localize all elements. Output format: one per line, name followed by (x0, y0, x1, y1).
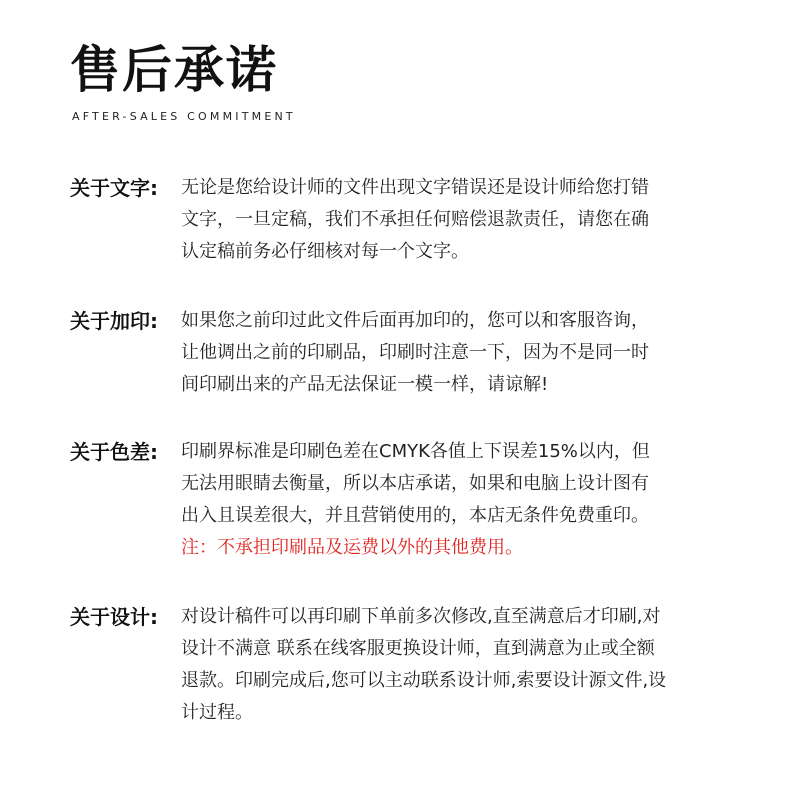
section-body (181, 172, 726, 268)
page-subtitle: AFTER-SALES COMMITMENT (72, 110, 296, 123)
section-body (181, 305, 726, 401)
page-title: 售后承诺 (70, 41, 278, 99)
section-label: 关于色差: (70, 440, 158, 464)
section-label: 关于设计: (70, 605, 158, 629)
section-line: 设计不满意 联系在线客服更换设计师，直到满意为止或全额 (181, 638, 655, 659)
section-line: 印刷界标准是印刷色差在CMYK各值上下误差15%以内，但 (181, 441, 650, 462)
section-line: 如果您之前印过此文件后面再加印的，您可以和客服咨询， (181, 310, 649, 331)
section-line: 无法用眼睛去衡量，所以本店承诺，如果和电脑上设计图有 (181, 473, 649, 494)
section-line: 认定稿前务必仔细核对每一个文字。 (181, 241, 469, 262)
section-line: 让他调出之前的印刷品，印刷时注意一下，因为不是同一时 (181, 342, 649, 363)
section-line: 计过程。 (181, 702, 253, 723)
section-label: 关于文字: (70, 176, 158, 200)
section-line: 出入且误差很大，并且营销使用的，本店无条件免费重印。 (181, 505, 649, 526)
section-body (181, 436, 726, 564)
section-body (181, 601, 726, 729)
section-line: 退款。印刷完成后,您可以主动联系设计师,索要设计源文件,设 (181, 670, 667, 691)
section-note: 注：不承担印刷品及运费以外的其他费用。 (181, 537, 523, 558)
section-label: 关于加印: (70, 309, 158, 333)
section-line: 间印刷出来的产品无法保证一模一样，请谅解! (181, 374, 549, 395)
section-line: 文字，一旦定稿，我们不承担任何赔偿退款责任，请您在确 (181, 209, 649, 230)
section-line: 无论是您给设计师的文件出现文字错误还是设计师给您打错 (181, 177, 649, 198)
section-line: 对设计稿件可以再印刷下单前多次修改,直至满意后才印刷,对 (181, 606, 661, 627)
